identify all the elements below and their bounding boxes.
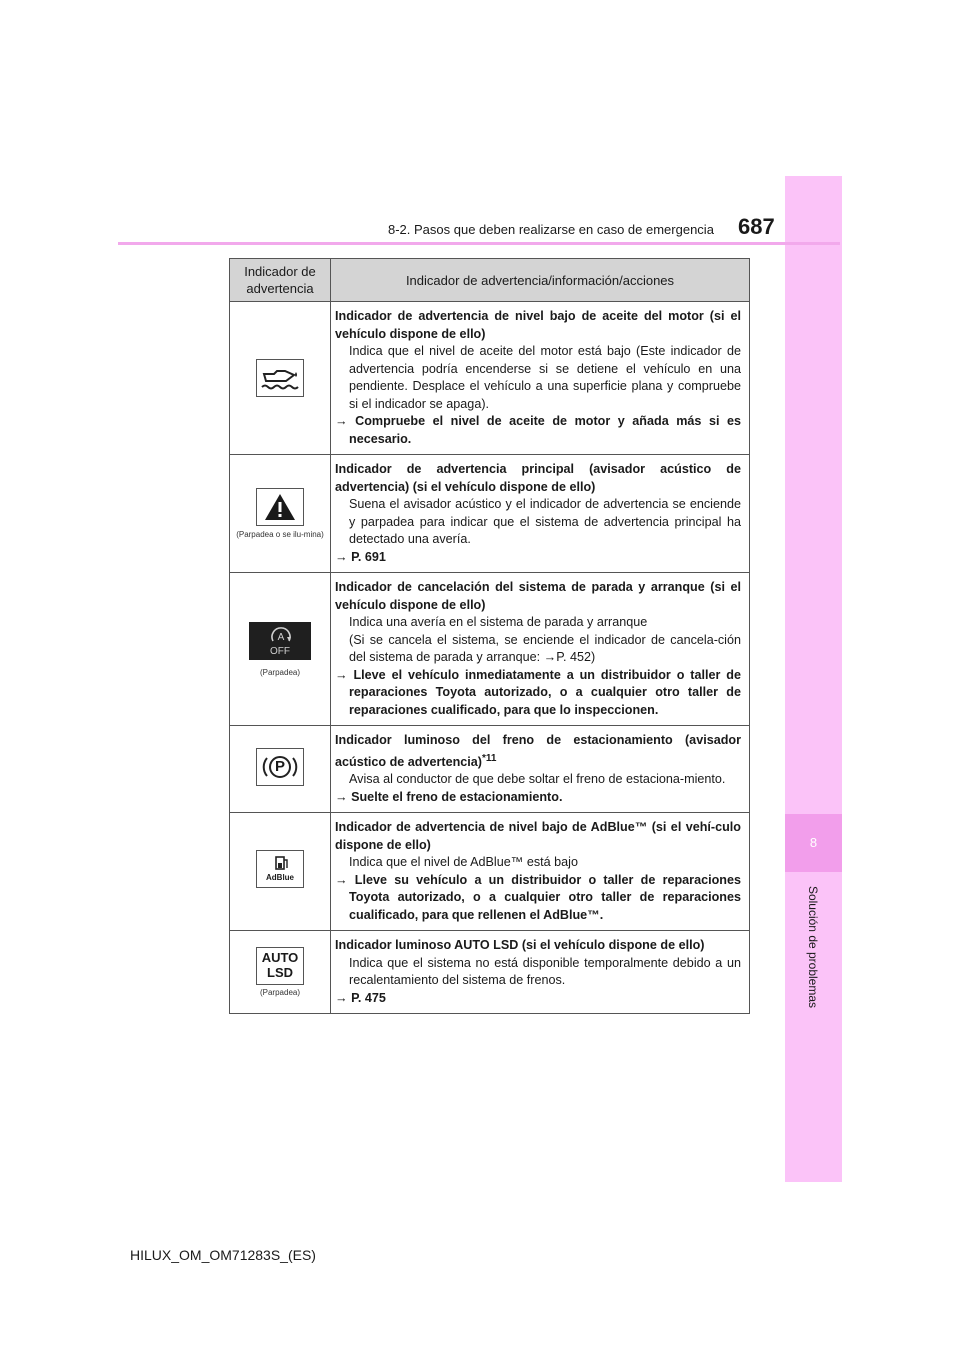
parking-letter: P [274,757,285,775]
indicator-title: Indicador de advertencia de nivel bajo de aceite del motor (si el vehículo dispone de ello) [335,309,741,341]
section-title: 8-2. Pasos que deben realizarse en caso de emergencia [388,222,714,237]
indicator-description [331,813,750,931]
indicator-cell [230,726,331,813]
indicator-action: → Compruebe el nivel de aceite de motor y añada más si es necesario. [335,414,741,446]
indicator-body-note: (Si se cancela el sistema, se enciende el indicador de cancela-ción del sistema de parada y arranque: →P. 452) [349,632,741,664]
chapter-number: 8 [809,835,818,850]
header-rule [118,242,840,245]
page-number: 687 [738,214,775,239]
indicator-body: Indica que el nivel de aceite del motor está bajo (Este indicador de advertencia podría encenderse si se detiene el vehículo en una pendiente. Desplace el vehículo a una superficie plana y compruebe si el indicador se apaga). [349,344,741,411]
indicator-caption: (Parpadea) [259,667,301,677]
indicator-cell [230,455,331,573]
table-row [230,813,750,931]
off-label: OFF [270,645,290,657]
svg-text:A: A [277,631,285,643]
auto-lsd-icon [256,947,304,985]
indicator-title: Indicador de advertencia principal (avisador acústico de advertencia) (si el vehículo dispone de ello) [335,462,741,494]
stop-start-off-icon [249,622,311,660]
column-header-description: Indicador de advertencia/información/acciones [331,259,750,302]
indicator-body: Indica que el nivel de AdBlue™ está bajo [349,855,578,870]
indicator-title: Indicador de advertencia de nivel bajo de AdBlue™ (si el vehí-culo dispone de ello) [335,820,741,852]
indicator-description [331,931,750,1014]
auto-lsd-label: AUTO LSD [261,950,299,981]
adblue-label: AdBlue [266,873,294,883]
chapter-label: Solución de problemas [806,885,820,1009]
table-row [230,931,750,1014]
indicator-action: → P. 475 [335,990,386,1005]
indicator-body: Avisa al conductor de que debe soltar el freno de estaciona-miento. [349,772,726,787]
indicator-description [331,573,750,726]
table-row [230,573,750,726]
indicator-body: Suena el avisador acústico y el indicador de advertencia se enciende y parpadea para indicar que el sistema de advertencia principal ha detectado una avería. [349,497,741,546]
indicator-action: → Lleve el vehículo inmediatamente a un distribuidor o taller de reparaciones Toyota autorizado, o a cualquier otro taller de reparaciones cualificado, para que lo inspeccionen. [335,667,741,717]
table-row [230,726,750,813]
table-row [230,302,750,455]
indicator-title: Indicador luminoso AUTO LSD (si el vehículo dispone de ello) [335,938,705,953]
indicator-title-line [335,732,741,771]
table-header-row [230,259,750,302]
indicator-cell [230,813,331,931]
indicator-description [331,726,750,813]
parking-brake-icon [256,748,304,786]
indicator-body: Indica una avería en el sistema de parada y arranque [349,615,648,629]
oil-pressure-icon [256,359,304,397]
adblue-icon [256,850,304,888]
warning-indicator-table [229,258,750,1014]
indicator-title: Indicador luminoso del freno de estacionamiento (avisador acústico de advertencia) [335,733,741,769]
document-code: HILUX_OM_OM71283S_(ES) [130,1247,316,1263]
indicator-caption: (Parpadea o se ilu-mina) [236,530,324,539]
table-row [230,455,750,573]
indicator-body: Indica que el sistema no está disponible temporalmente debido a un recalentamiento del sistema de frenos. [349,955,741,988]
footnote-marker: *11 [482,752,497,764]
indicator-action: → Lleve su vehículo a un distribuidor o taller de reparaciones Toyota autorizado, o a cualquier otro taller de reparaciones cualificado, para que rellenen el AdBlue™. [335,872,741,922]
indicator-description [331,455,750,573]
indicator-cell [230,302,331,455]
chapter-side-tab [785,176,842,1182]
indicator-cell [230,931,331,1014]
master-warning-icon [256,488,304,526]
indicator-caption: (Parpadea) [259,988,301,998]
indicator-action: → P. 691 [335,549,386,564]
indicator-action: → Suelte el freno de estacionamiento. [335,789,563,804]
indicator-title: Indicador de cancelación del sistema de parada y arranque (si el vehículo dispone de ello) [335,580,741,612]
indicator-cell [230,573,331,726]
column-header-indicator: Indicador de advertencia [230,259,331,302]
indicator-description [331,302,750,455]
